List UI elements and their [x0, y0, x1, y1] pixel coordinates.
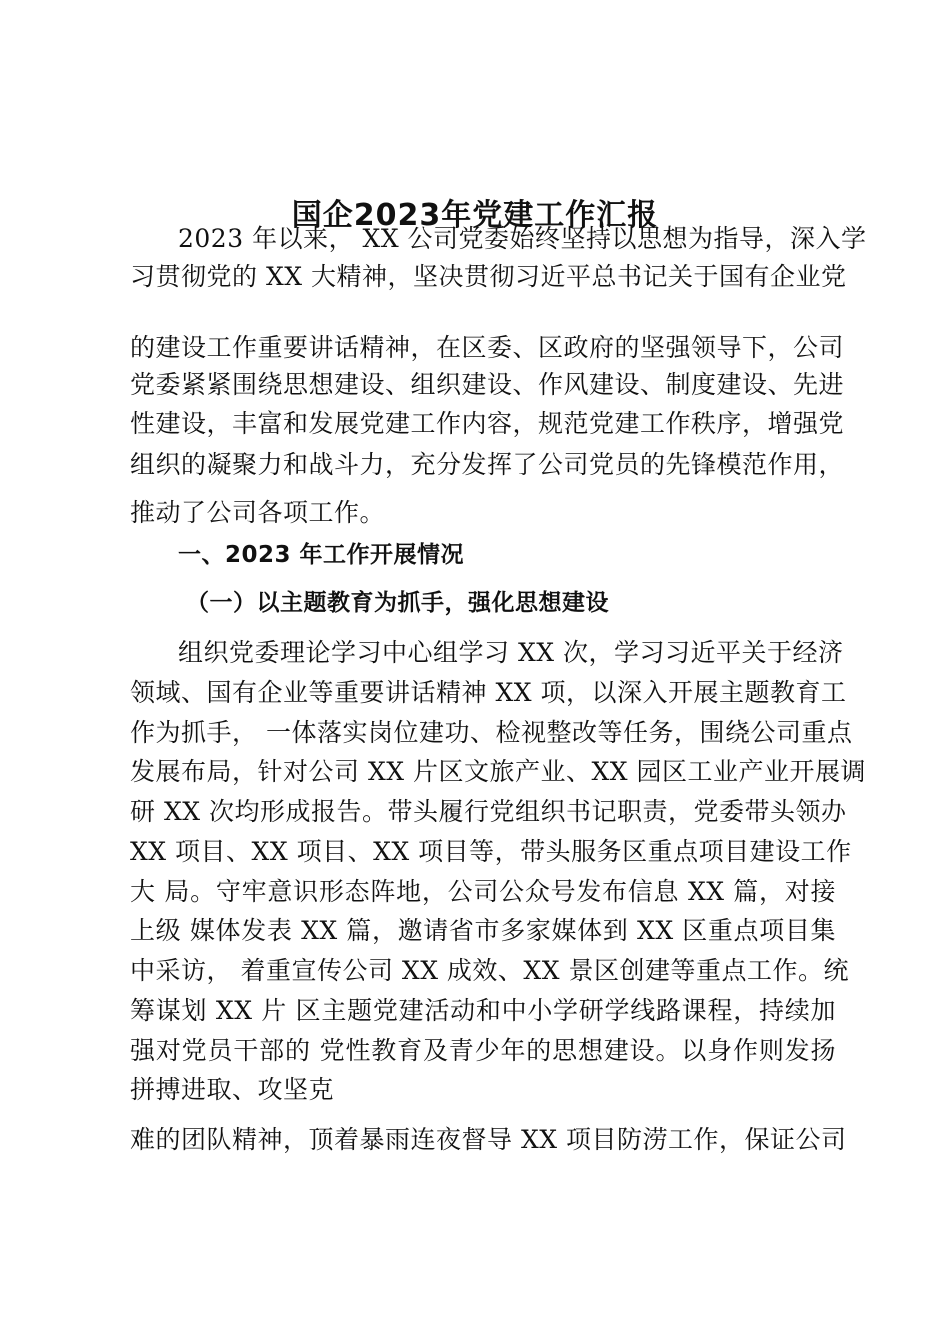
body-line-6: XX 项目、XX 项目、XX 项目等，带头服务区重点项目建设工作 [130, 837, 852, 866]
intro-line-6: 组织的凝聚力和战斗力，充分发挥了公司党员的先锋模范作用， [130, 450, 845, 479]
intro-line-2: 习贯彻党的 XX 大精神，坚决贯彻习近平总书记关于国有企业党 [130, 262, 847, 291]
body-line-13: 难的团队精神，顶着暴雨连夜督导 XX 项目防涝工作，保证公司 [130, 1125, 847, 1154]
body-line-10: 筹谋划 XX 片 区主题党建活动和中小学研学线路课程，持续加 [130, 996, 836, 1025]
body-line-4: 发展布局，针对公司 XX 片区文旅产业、XX 园区工业产业开展调 [130, 757, 867, 786]
body-line-11: 强对党员干部的 党性教育及青少年的思想建设。以身作则发扬 [130, 1036, 836, 1065]
subsection-heading: （一）以主题教育为抓手，强化思想建设 [186, 589, 609, 616]
intro-line-1: 2023 年以来， XX 公司党委始终坚持以思想为指导，深入学 [178, 224, 867, 253]
intro-line-3: 的建设工作重要讲话精神，在区委、区政府的坚强领导下，公司 [130, 333, 845, 362]
body-line-7: 大 局。守牢意识形态阵地，公司公众号发布信息 XX 篇，对接 [130, 877, 836, 906]
intro-line-7: 推动了公司各项工作。 [130, 498, 386, 527]
document-title: 国企2023年党建工作汇报 [291, 198, 659, 233]
intro-line-5: 性建设，丰富和发展党建工作内容，规范党建工作秩序，增强党 [130, 409, 845, 438]
body-line-5: 研 XX 次均形成报告。带头履行党组织书记职责，党委带头领办 [130, 797, 847, 826]
body-line-3: 作为抓手， 一体落实岗位建功、检视整改等任务，围绕公司重点 [130, 718, 853, 747]
body-line-12: 拼搏进取、攻坚克 [130, 1075, 335, 1104]
body-line-9: 中采访， 着重宣传公司 XX 成效、XX 景区创建等重点工作。统 [130, 956, 849, 985]
section-heading: 一、2023 年工作开展情况 [178, 542, 465, 568]
body-line-1: 组织党委理论学习中心组学习 XX 次，学习习近平关于经济 [178, 638, 844, 667]
body-line-8: 上级 媒体发表 XX 篇，邀请省市多家媒体到 XX 区重点项目集 [130, 916, 836, 945]
intro-line-4: 党委紧紧围绕思想建设、组织建设、作风建设、制度建设、先进 [130, 370, 845, 399]
body-line-2: 领域、国有企业等重要讲话精神 XX 项，以深入开展主题教育工 [130, 678, 847, 707]
